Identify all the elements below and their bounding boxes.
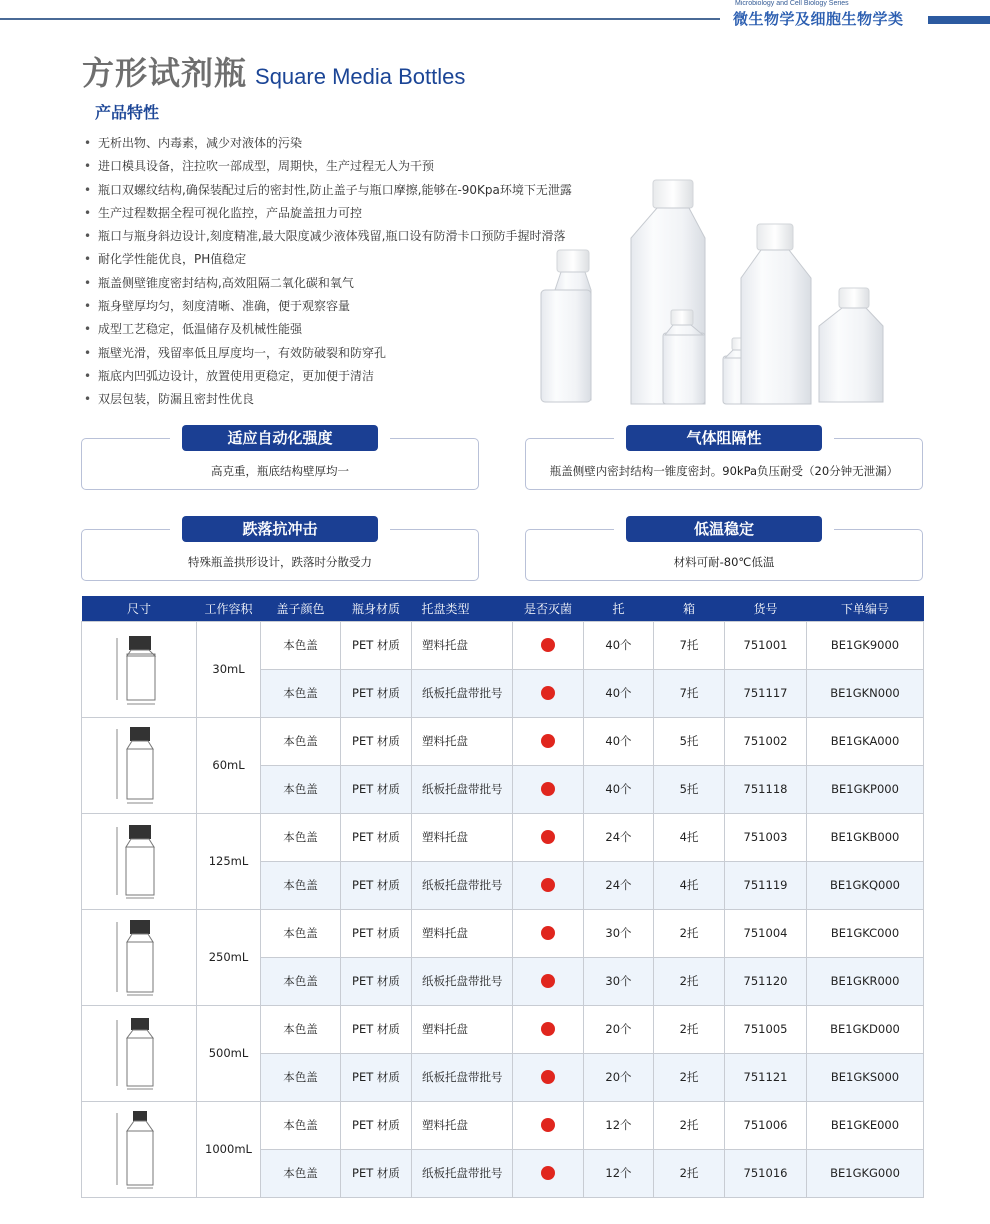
- col-header-volume: 工作容积: [197, 596, 261, 621]
- callout-title: 低温稳定: [626, 516, 822, 542]
- col-header-per-tray: 托: [584, 596, 654, 621]
- feature-item: • 无析出物、内毒素，减少对液体的污染: [84, 136, 303, 150]
- bullet-icon: •: [84, 275, 92, 290]
- spec-table: [81, 596, 924, 1198]
- col-header-per-box: 箱: [654, 596, 725, 621]
- feature-item: • 瓶底内凹弧边设计，放置使用更稳定，更加便于清洁: [84, 368, 375, 383]
- page-title-cn: 方形试剂瓶: [82, 54, 248, 92]
- callout-low-temp: [525, 520, 923, 581]
- header-rule: [0, 18, 720, 20]
- volume-cell: 125mL: [197, 813, 261, 909]
- col-header-cap-color: 盖子颜色: [261, 596, 341, 621]
- table-row: 30mL 本色盖 PET 材质 塑料托盘 40个 7托 751001 BE1GK9000: [82, 621, 924, 669]
- sterile-indicator-icon: [541, 782, 555, 796]
- callout-title: 气体阻隔性: [626, 425, 822, 451]
- callout-gas-barrier: [525, 429, 923, 490]
- table-row: 60mL 本色盖 PET 材质 塑料托盘 40个 5托 751002 BE1GKA000: [82, 717, 924, 765]
- sterile-indicator-icon: [541, 638, 555, 652]
- table-row: 1000mL 本色盖 PET 材质 塑料托盘 12个 2托 751006 BE1GKE000: [82, 1101, 924, 1149]
- sterile-indicator-icon: [541, 1166, 555, 1180]
- bottle-diagram-icon: [109, 821, 169, 901]
- table-row: 本色盖 PET 材质 纸板托盘带批号 40个 5托 751118 BE1GKP000: [82, 765, 924, 813]
- feature-list: [84, 134, 572, 414]
- bullet-icon: •: [84, 322, 92, 337]
- bottle-diagram-icon: [109, 1014, 169, 1092]
- volume-cell: 250mL: [197, 909, 261, 1005]
- feature-item: • 耐化学性能优良，PH值稳定: [84, 252, 247, 267]
- bullet-icon: •: [84, 252, 92, 267]
- feature-item: • 生产过程数据全程可视化监控，产品旋盖扭力可控: [84, 205, 363, 220]
- table-row: 本色盖 PET 材质 纸板托盘带批号 24个 4托 751119 BE1GKQ000: [82, 861, 924, 909]
- features-heading: 产品特性: [95, 103, 160, 122]
- size-diagram-cell: [82, 909, 197, 1005]
- callout-desc: 特殊瓶盖拱形设计，跌落时分散受力: [188, 555, 372, 569]
- callout-title: 适应自动化强度: [182, 425, 378, 451]
- bullet-icon: •: [84, 345, 92, 360]
- bullet-icon: •: [84, 392, 92, 407]
- volume-cell: 60mL: [197, 717, 261, 813]
- sterile-indicator-icon: [541, 830, 555, 844]
- bullet-icon: •: [84, 136, 92, 150]
- bullet-icon: •: [84, 182, 92, 197]
- size-diagram-cell: [82, 813, 197, 909]
- bullet-icon: •: [84, 299, 92, 314]
- feature-item: • 成型工艺稳定，低温储存及机械性能强: [84, 322, 303, 337]
- volume-cell: 500mL: [197, 1005, 261, 1101]
- table-row: 本色盖 PET 材质 纸板托盘带批号 12个 2托 751016 BE1GKG000: [82, 1149, 924, 1197]
- table-row: 本色盖 PET 材质 纸板托盘带批号 40个 7托 751117 BE1GKN000: [82, 669, 924, 717]
- bullet-icon: •: [84, 205, 92, 220]
- table-header-row: [82, 596, 924, 621]
- table-row: 本色盖 PET 材质 纸板托盘带批号 20个 2托 751121 BE1GKS000: [82, 1053, 924, 1101]
- size-diagram-cell: [82, 621, 197, 717]
- table-row: 500mL 本色盖 PET 材质 塑料托盘 20个 2托 751005 BE1GKD000: [82, 1005, 924, 1053]
- feature-item: • 瓶盖侧壁锥度密封结构,高效阻隔二氧化碳和氧气: [84, 275, 354, 290]
- callout-drop-resistance: [81, 520, 479, 581]
- page-title-en: Square Media Bottles: [255, 64, 466, 89]
- sterile-indicator-icon: [541, 926, 555, 940]
- sterile-indicator-icon: [541, 734, 555, 748]
- sterile-indicator-icon: [541, 686, 555, 700]
- sterile-indicator-icon: [541, 1070, 555, 1084]
- bullet-icon: •: [84, 229, 92, 244]
- volume-cell: 1000mL: [197, 1101, 261, 1197]
- sterile-indicator-icon: [541, 974, 555, 988]
- col-header-item-no: 货号: [725, 596, 807, 621]
- callout-desc: 高克重，瓶底结构壁厚均一: [211, 464, 349, 478]
- callout-desc: 瓶盖侧壁内密封结构一锥度密封。90kPa负压耐受（20分钟无泄漏）: [549, 464, 899, 478]
- table-row: 250mL 本色盖 PET 材质 塑料托盘 30个 2托 751004 BE1GKC000: [82, 909, 924, 957]
- series-label-cn: 微生物学及细胞生物学类: [733, 10, 904, 28]
- page-title: [82, 48, 465, 94]
- col-header-order-no: 下单编号: [807, 596, 924, 621]
- feature-item: • 瓶口与瓶身斜边设计,刻度精准,最大限度减少液体残留,瓶口设有防滑卡口预防手握时滑落: [84, 229, 566, 244]
- feature-item: • 瓶口双螺纹结构,确保装配过后的密封性,防止盖子与瓶口摩擦,能够在-90Kpa环境下无泄露: [84, 182, 572, 197]
- feature-item: • 瓶身壁厚均匀，刻度清晰、准确，便于观察容量: [84, 299, 351, 314]
- callout-automation: [81, 429, 479, 490]
- product-photo-bottles: [535, 178, 895, 408]
- size-diagram-cell: [82, 1101, 197, 1197]
- feature-item: • 进口模具设备，注拉吹一部成型，周期快，生产过程无人为干预: [84, 159, 435, 174]
- bullet-icon: •: [84, 368, 92, 383]
- callout-title: 跌落抗冲击: [182, 516, 378, 542]
- feature-item: • 双层包装，防漏且密封性优良: [84, 392, 255, 407]
- bottle-diagram-icon: [109, 630, 169, 708]
- size-diagram-cell: [82, 717, 197, 813]
- bottle-diagram-icon: [109, 1107, 169, 1191]
- col-header-material: 瓶身材质: [341, 596, 412, 621]
- sterile-indicator-icon: [541, 1118, 555, 1132]
- col-header-size: 尺寸: [82, 596, 197, 621]
- volume-cell: 30mL: [197, 621, 261, 717]
- col-header-sterile: 是否灭菌: [513, 596, 584, 621]
- callout-desc: 材料可耐-80℃低温: [673, 555, 775, 569]
- sterile-indicator-icon: [541, 878, 555, 892]
- bottle-diagram-icon: [109, 723, 169, 807]
- sterile-indicator-icon: [541, 1022, 555, 1036]
- series-label-en: Microbiology and Cell Biology Series: [735, 0, 849, 7]
- bottle-diagram-icon: [109, 916, 169, 998]
- feature-item: • 瓶壁光滑，残留率低且厚度均一，有效防破裂和防穿孔: [84, 345, 387, 360]
- table-row: 本色盖 PET 材质 纸板托盘带批号 30个 2托 751120 BE1GKR000: [82, 957, 924, 1005]
- header-accent-bar: [928, 16, 990, 24]
- table-row: 125mL 本色盖 PET 材质 塑料托盘 24个 4托 751003 BE1GKB000: [82, 813, 924, 861]
- col-header-tray: 托盘类型: [412, 596, 513, 621]
- bullet-icon: •: [84, 159, 92, 174]
- size-diagram-cell: [82, 1005, 197, 1101]
